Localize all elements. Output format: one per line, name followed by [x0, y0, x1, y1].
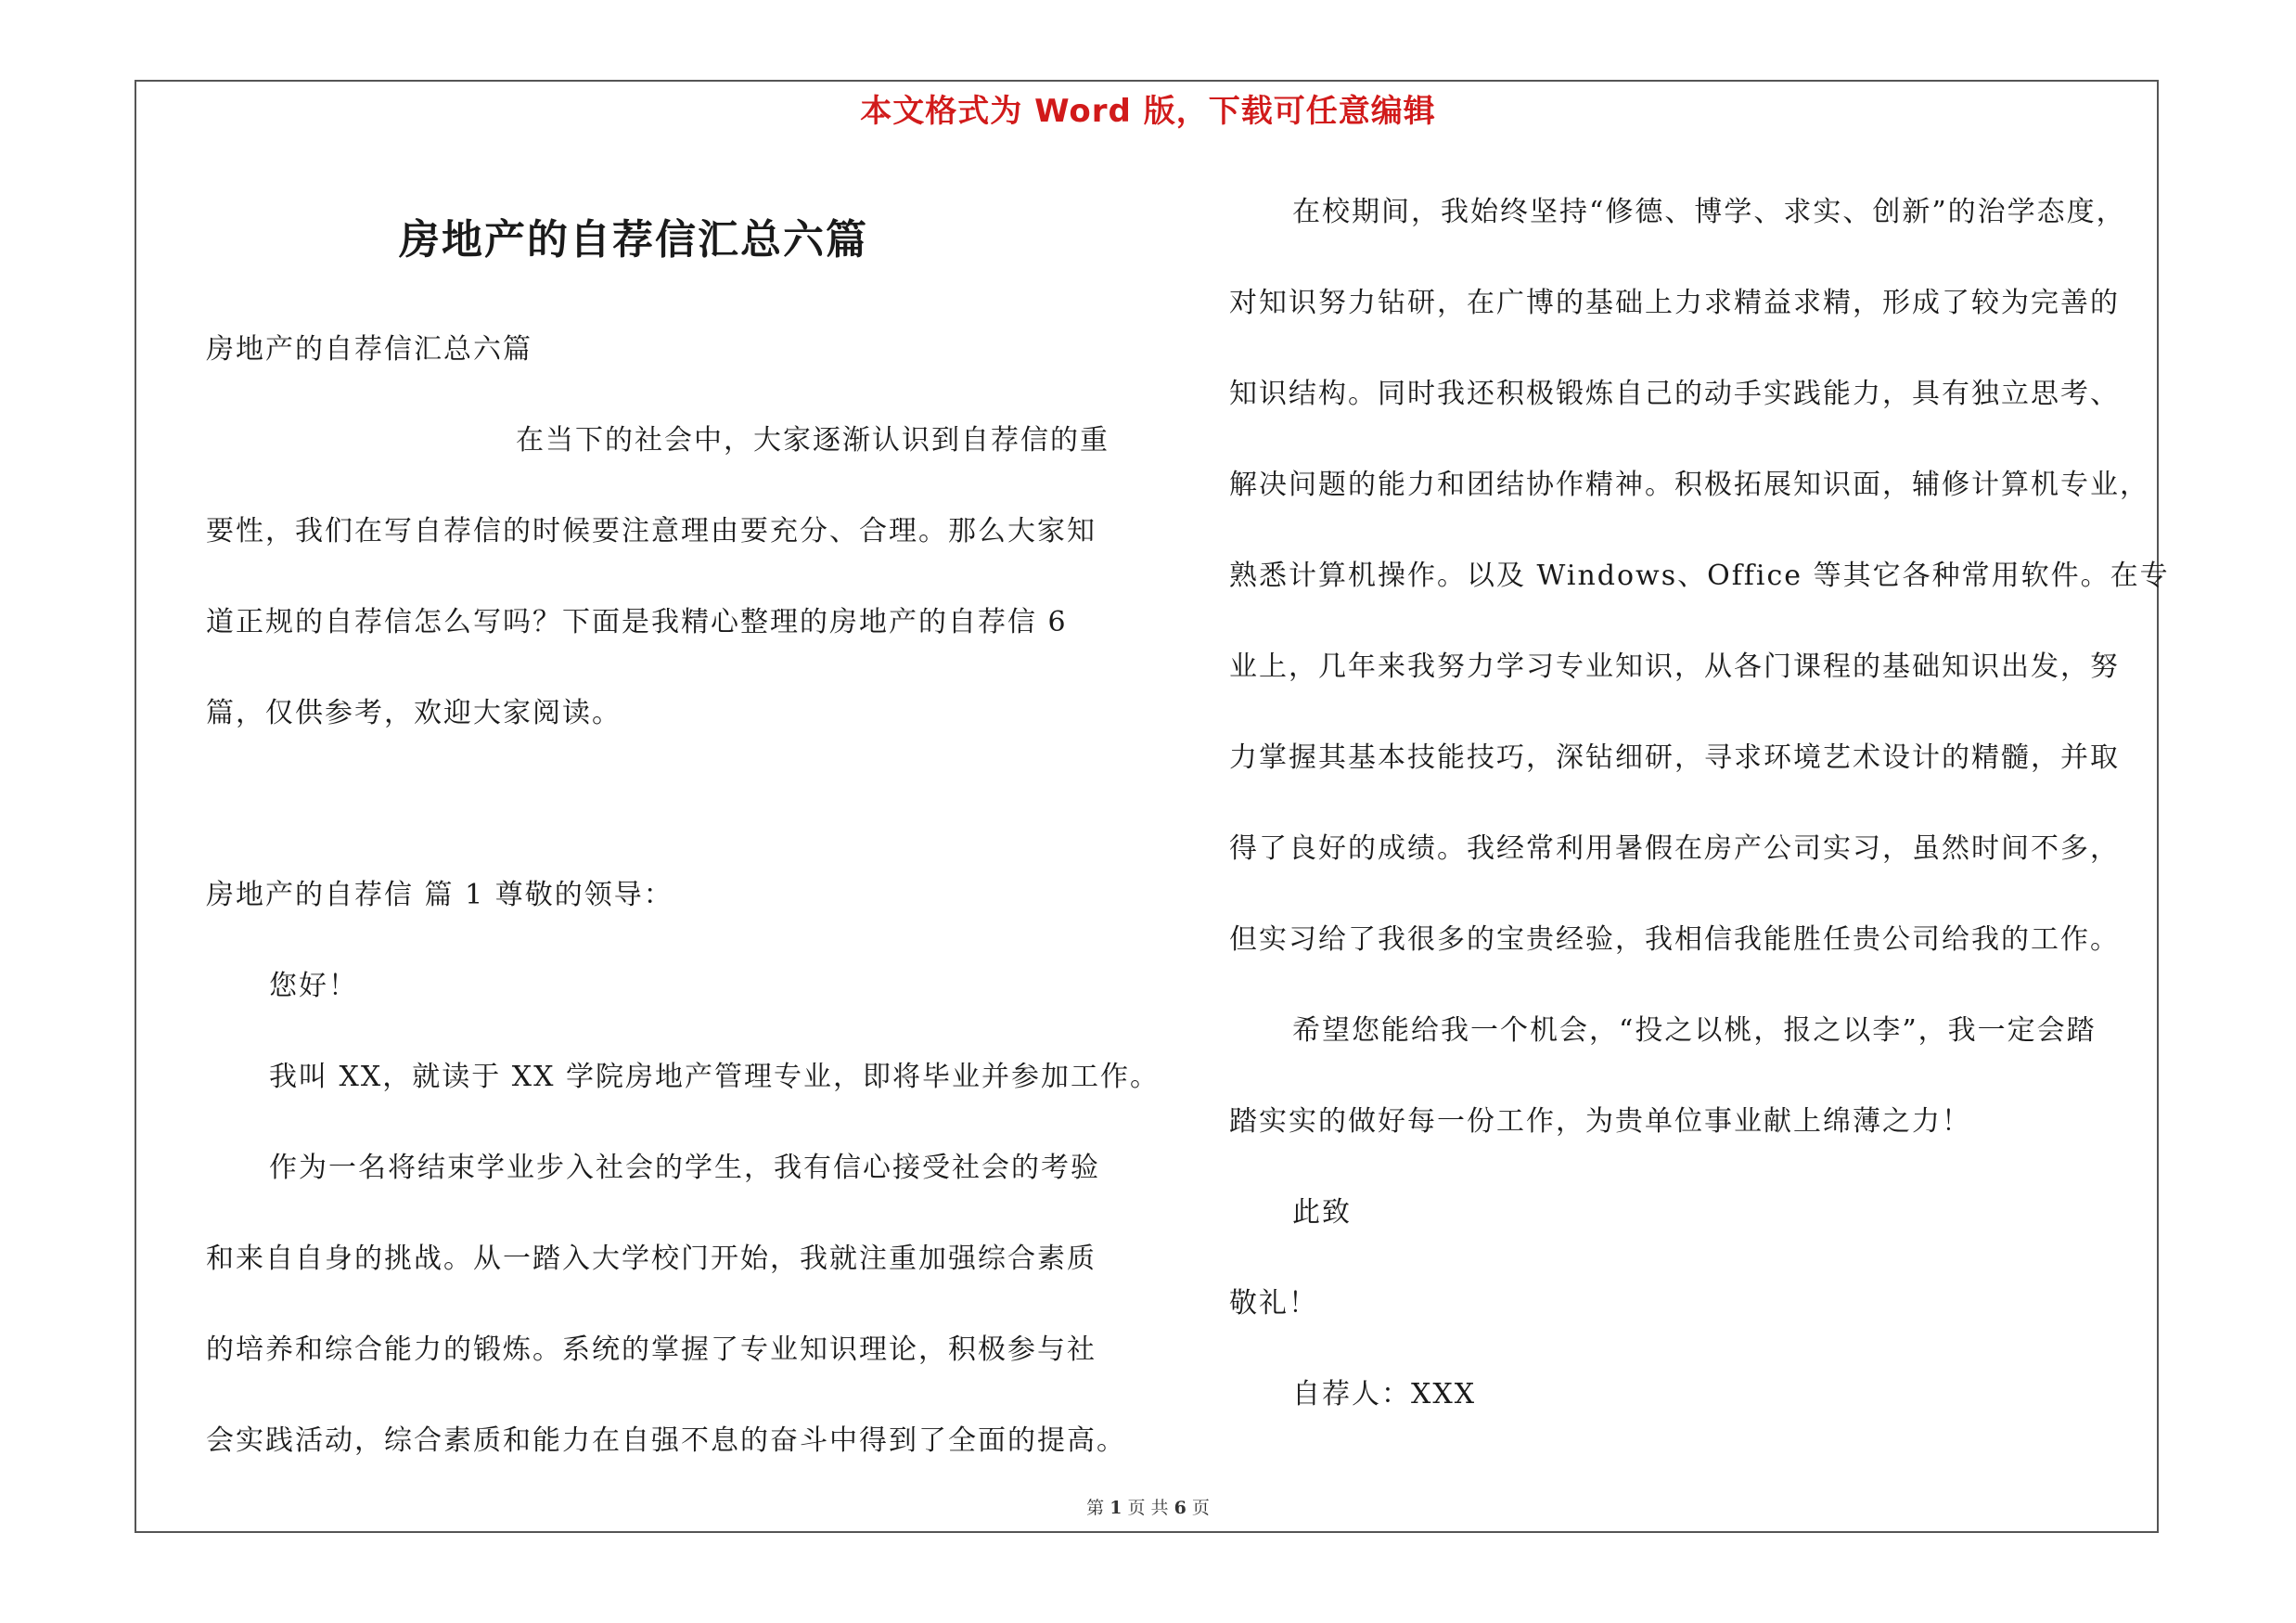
greeting: 您好！ [269, 970, 358, 1002]
paragraph-line: 知识结构。同时我还积极锻炼自己的动手实践能力，具有独立思考、 [1229, 378, 2120, 410]
paragraph-line: 的培养和综合能力的锻炼。系统的掌握了专业知识理论，积极参与社 [206, 1333, 1097, 1366]
paragraph-line: 得了良好的成绩。我经常利用暑假在房产公司实习，虽然时间不多， [1229, 832, 2120, 865]
blank-line [206, 759, 1143, 850]
footer-suffix: 页 [1191, 1498, 1210, 1518]
paragraph-line: 和来自自身的挑战。从一踏入大学校门开始，我就注重加强综合素质 [206, 1243, 1097, 1275]
paragraph-line: 作为一名将结束学业步入社会的学生，我有信心接受社会的考验 [269, 1152, 1100, 1184]
paragraph-line: 对知识努力钻研，在广博的基础上力求精益求精，形成了较为完善的 [1229, 287, 2120, 319]
left-column [206, 304, 1161, 1487]
paragraph-line: 我叫 XX，就读于 XX 学院房地产管理专业，即将毕业并参加工作。 [269, 1061, 1161, 1093]
paragraph-line: 但实习给了我很多的宝贵经验，我相信我能胜任贵公司给我的工作。 [1229, 923, 2120, 956]
footer-prefix: 第 [1086, 1498, 1105, 1518]
page-footer [0, 1494, 2296, 1519]
paragraph-line: 道正规的自荐信怎么写吗？下面是我精心整理的房地产的自荐信 6 [206, 606, 1068, 638]
paragraph-line: 业上，几年来我努力学习专业知识，从各门课程的基础知识出发，努 [1229, 650, 2120, 683]
salutation: 敬礼！ [1229, 1287, 1318, 1320]
paragraph-line: 在当下的社会中，大家逐渐认识到自荐信的重 [516, 424, 1110, 457]
paragraph-line: 熟悉计算机操作。以及 Windows、Office 等其它各种常用软件。在专 [1229, 560, 2170, 592]
paragraph-line: 房地产的自荐信汇总六篇 [206, 333, 532, 366]
paragraph-line: 会实践活动，综合素质和能力在自强不息的奋斗中得到了全面的提高。 [206, 1424, 1126, 1457]
paragraph-line: 踏实实的做好每一份工作，为贵单位事业献上绵薄之力！ [1229, 1105, 1971, 1138]
paragraph-line: 力掌握其基本技能技巧，深钻细研，寻求环境艺术设计的精髓，并取 [1229, 741, 2120, 774]
signature-line: 自荐人：XXX [1292, 1378, 1477, 1410]
paragraph-line: 篇，仅供参考，欢迎大家阅读。 [206, 697, 622, 729]
paragraph-line: 解决问题的能力和团结协作精神。积极拓展知识面，辅修计算机专业， [1229, 469, 2149, 501]
footer-page-number: 1 [1110, 1498, 1122, 1518]
paragraph-line: 在校期间，我始终坚持“修德、博学、求实、创新”的治学态度， [1292, 196, 2126, 228]
footer-mid: 页 共 [1127, 1498, 1169, 1518]
paragraph-line: 希望您能给我一个机会，“投之以桃，报之以李”，我一定会踏 [1292, 1014, 2097, 1047]
document-title: 房地产的自荐信汇总六篇 [399, 216, 868, 264]
right-column [1229, 167, 2170, 1440]
footer-page-total: 6 [1174, 1498, 1186, 1518]
format-banner: 本文格式为 Word 版，下载可任意编辑 [860, 93, 1436, 130]
section-heading: 房地产的自荐信 篇 1 尊敬的领导： [206, 879, 673, 911]
closing-line: 此致 [1292, 1196, 1352, 1229]
paragraph-line: 要性，我们在写自荐信的时候要注意理由要充分、合理。那么大家知 [206, 515, 1097, 547]
